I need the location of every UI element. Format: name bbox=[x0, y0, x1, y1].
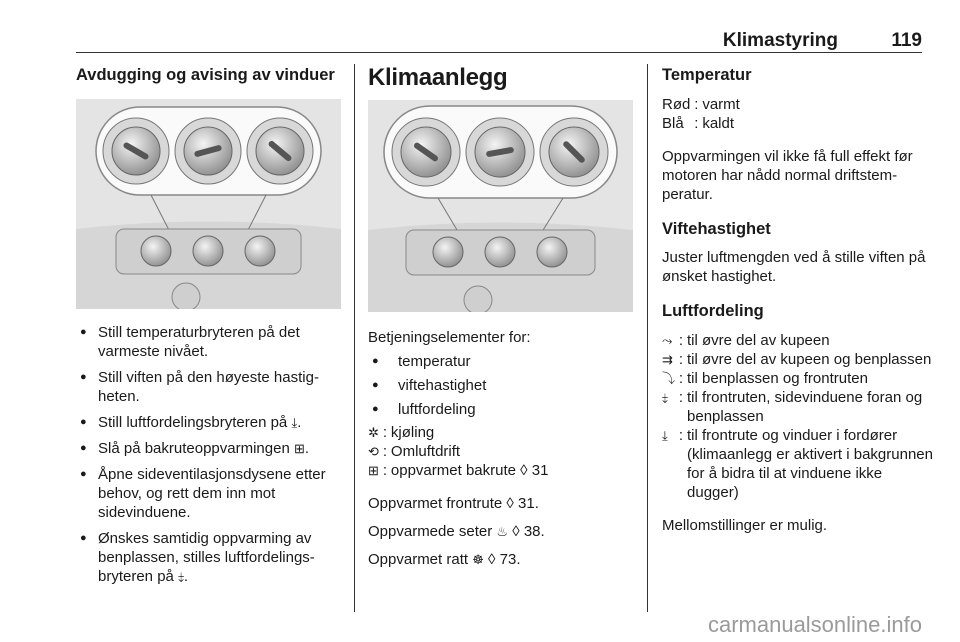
controls-list bbox=[368, 352, 633, 419]
climate-controls-illustration bbox=[368, 100, 633, 312]
windscreen-windows-airflow-icon: ⤓ bbox=[662, 428, 668, 443]
footwell-and-windscreen-airflow-icon: ⤵ bbox=[662, 371, 676, 386]
key-red: Rød bbox=[662, 96, 691, 113]
list-item: ● temperatur bbox=[368, 352, 633, 371]
def-cooling: kjøling bbox=[390, 424, 435, 441]
column-right bbox=[662, 64, 937, 535]
watermark: carmanualsonline.info bbox=[707, 612, 922, 637]
heading-air-distribution: Luftfordeling bbox=[662, 302, 764, 320]
ref-heated-steering-wheel: Oppvarmet ratt ☸ ◊ 73. bbox=[368, 551, 521, 568]
list-item: ● Åpne sideventilasjonsdysene etter behov, og rett dem inn mot sidevinduene. bbox=[76, 465, 341, 522]
heater-controls-illustration bbox=[76, 99, 341, 309]
page-ref-arrow-icon: ◊ bbox=[520, 462, 528, 479]
chapter-title: Klimastyring bbox=[722, 30, 838, 51]
header-rule bbox=[76, 52, 922, 53]
column-divider-1 bbox=[354, 64, 355, 612]
recirculation-icon: ⟲ bbox=[368, 444, 379, 459]
figure-climate-controls bbox=[368, 100, 633, 312]
temperature-note: Oppvarmingen vil ikke få full effekt før motoren har nådd normal driftstem-peratur. bbox=[662, 148, 913, 203]
key-blue: Blå bbox=[662, 115, 684, 132]
knob-distribution-large bbox=[247, 118, 313, 184]
list-item: ● Still luftfordelingsbryteren på ⤓. bbox=[76, 413, 341, 432]
section-heading-climate: Klimaanlegg bbox=[368, 64, 508, 91]
steering-wheel-heating-icon: ☸ bbox=[472, 552, 484, 567]
figure-heater-controls bbox=[76, 99, 341, 309]
value-warm: varmt bbox=[702, 96, 740, 113]
column-left bbox=[76, 64, 341, 586]
windscreen-airflow-icon: ⤓ bbox=[291, 415, 298, 430]
controls-symbol-table: ✲ : kjøling ⟲ : Omluftdrift ⊞ : oppvarmet bakrute ◊ 31 bbox=[368, 423, 633, 480]
page-number: 119 bbox=[891, 30, 922, 51]
windscreen-side-footwell-airflow-icon: ⤈ bbox=[662, 390, 668, 405]
knob-fan-large bbox=[175, 118, 241, 184]
value-cold: kaldt bbox=[702, 115, 735, 132]
list-item: ● viftehastighet bbox=[368, 376, 633, 395]
section-heading-defog: Avdugging og avising av vinduer bbox=[76, 66, 335, 84]
rear-window-heating-icon: ⊞ bbox=[293, 441, 305, 456]
list-item: ● Still viften på den høyeste hastig-heten. bbox=[76, 368, 341, 406]
def-recirculation: Omluftdrift bbox=[390, 443, 461, 460]
list-item: ● luftfordeling bbox=[368, 400, 633, 419]
defog-steps-list bbox=[76, 323, 341, 586]
list-item: ● Slå på bakruteoppvarmingen ⊞. bbox=[76, 439, 341, 458]
knob-fan-large bbox=[466, 118, 534, 186]
windscreen-footwell-airflow-icon: ⤈ bbox=[178, 569, 184, 584]
temperature-color-table: Rød : varmt Blå : kaldt bbox=[662, 95, 937, 133]
heading-fan-speed: Viftehastighet bbox=[662, 220, 771, 238]
ref-heated-windscreen: Oppvarmet frontrute ◊ 31. bbox=[368, 495, 539, 512]
snowflake-icon: ✲ bbox=[368, 425, 379, 440]
upper-and-footwell-airflow-icon: ⇉ bbox=[662, 352, 673, 367]
upper-cabin-airflow-icon: ⤳ bbox=[662, 333, 673, 348]
intermediate-settings-note: Mellomstillinger er mulig. bbox=[662, 517, 828, 534]
knob-temperature-large bbox=[103, 118, 169, 184]
page-ref-arrow-icon: ◊ bbox=[488, 551, 496, 568]
ref-heated-seats: Oppvarmede seter ♨ ◊ 38. bbox=[368, 523, 545, 540]
page-ref-arrow-icon: ◊ bbox=[512, 523, 520, 540]
fan-speed-text: Juster luftmengden ved å stille viften på ønsket hastighet. bbox=[662, 249, 926, 285]
air-distribution-table: ⤳ : til øvre del av kupeen ⇉ : til øvre del av kupeen og benplassen ⤵ : til benplassen og frontruten ⤈ : til frontruten, sidevinduene foran og benplassen ⤓ : til frontrute og vinduer i fordører (klimaanlegg er aktivert i bakgrunnen for å bidra til at vinduene ikke dugger) bbox=[662, 332, 933, 501]
controls-intro: Betjeningselementer for: bbox=[368, 329, 531, 346]
knob-distribution-large bbox=[540, 118, 608, 186]
seat-heating-icon: ♨ bbox=[496, 524, 509, 539]
knob-temperature-large bbox=[392, 118, 460, 186]
column-divider-2 bbox=[647, 64, 648, 612]
def-rear-window: oppvarmet bakrute ◊ 31 bbox=[390, 462, 549, 479]
rear-window-heating-icon: ⊞ bbox=[368, 463, 379, 478]
heading-temperature: Temperatur bbox=[662, 66, 752, 84]
page-ref-arrow-icon: ◊ bbox=[506, 495, 514, 512]
list-item: ● Ønskes samtidig oppvarming av benplassen, stilles luftfordelings-bryteren på ⤈. bbox=[76, 529, 341, 586]
page-header bbox=[0, 0, 960, 56]
column-middle bbox=[368, 64, 633, 569]
list-item: ● Still temperaturbryteren på det varmeste nivået. bbox=[76, 323, 341, 361]
